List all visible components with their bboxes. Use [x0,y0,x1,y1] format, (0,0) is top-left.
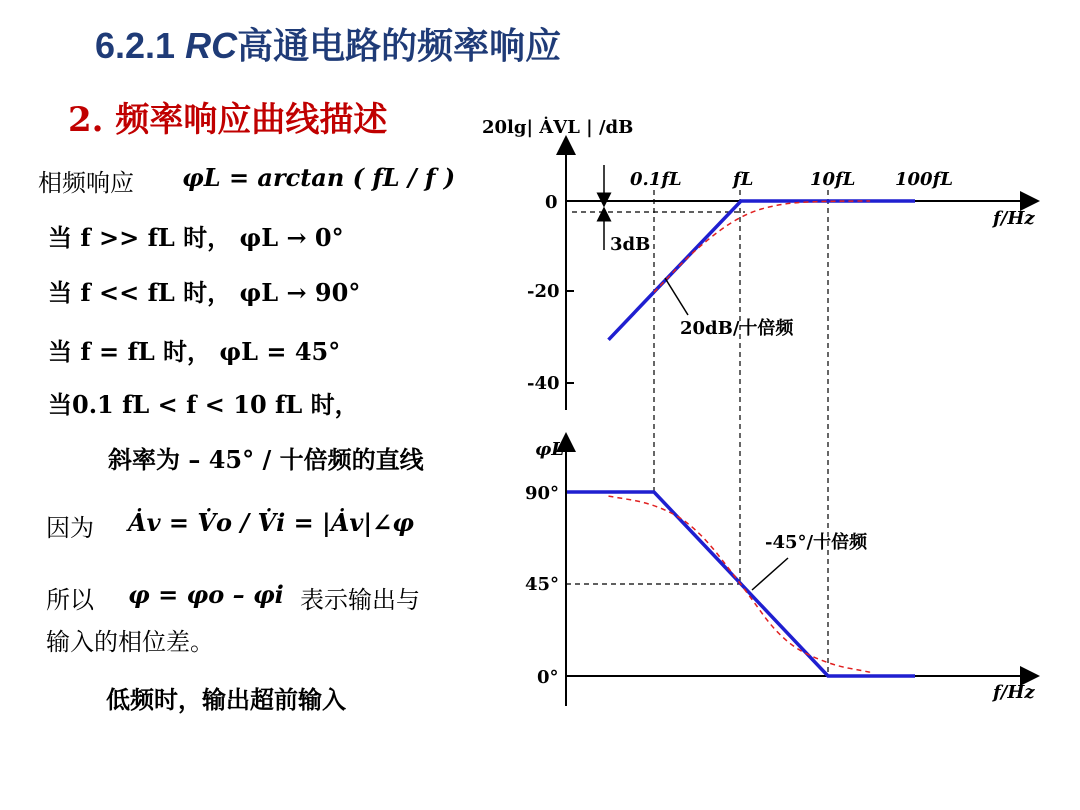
section-subtitle: 2. 频率响应曲线描述 [68,100,388,140]
mag-y-label: 20lg| ȦVL | /dB [482,117,634,138]
mag-y-tick-40: -40 [527,373,560,394]
phase-y-tick-90: 90° [525,483,560,504]
slope-description: 斜率为 – 45° / 十倍频的直线 [108,445,424,474]
3db-label: 3dB [610,234,651,255]
x-tick-0.1fL: 0.1fL [630,169,682,190]
mag-y-tick-0: 0 [545,192,558,213]
phase-difference-formula: φ = φo – φi [128,580,284,609]
x-tick-fL: fL [733,169,754,190]
x-tick-10fL: 10fL [810,169,856,190]
condition-low-freq: 当 f << fL 时， φL → 90° [48,278,361,307]
phase-y-label: φL [535,439,564,460]
phase-slope-leader-line [752,558,788,590]
meaning-line-2: 输入的相位差。 [46,628,214,656]
mag-actual-curve [654,201,870,292]
condition-high-freq: 当 f >> fL 时， φL → 0° [48,223,344,252]
phase-y-tick-0: 0° [537,667,559,688]
mag-y-tick-20: -20 [527,281,560,302]
conclusion-text: 低频时，输出超前输入 [106,685,346,714]
condition-mid-band: 当0.1 fL < f < 10 fL 时， [48,390,359,419]
phase-x-label: f/Hz [993,682,1035,703]
page-title: 6.2.1 RC高通电路的频率响应 [95,25,562,66]
gain-formula: Ȧv = V̇o / V̇i = |Ȧv|∠φ [128,508,414,537]
so-label: 所以 [46,586,94,614]
phase-y-tick-45: 45° [525,574,560,595]
x-tick-100fL: 100fL [895,169,953,190]
phase-label: 相频响应 [38,169,134,197]
phase-formula: φL = arctan ( fL / f ) [182,163,456,192]
mag-slope-label: 20dB/十倍频 [680,318,794,339]
meaning-line-1: 表示输出与 [300,586,420,614]
condition-corner-freq: 当 f = fL 时， φL = 45° [48,337,341,366]
mag-x-label: f/Hz [993,208,1035,229]
phase-slope-label: -45°/十倍频 [765,532,868,553]
slope-leader-line [665,278,688,315]
because-label: 因为 [46,514,94,542]
